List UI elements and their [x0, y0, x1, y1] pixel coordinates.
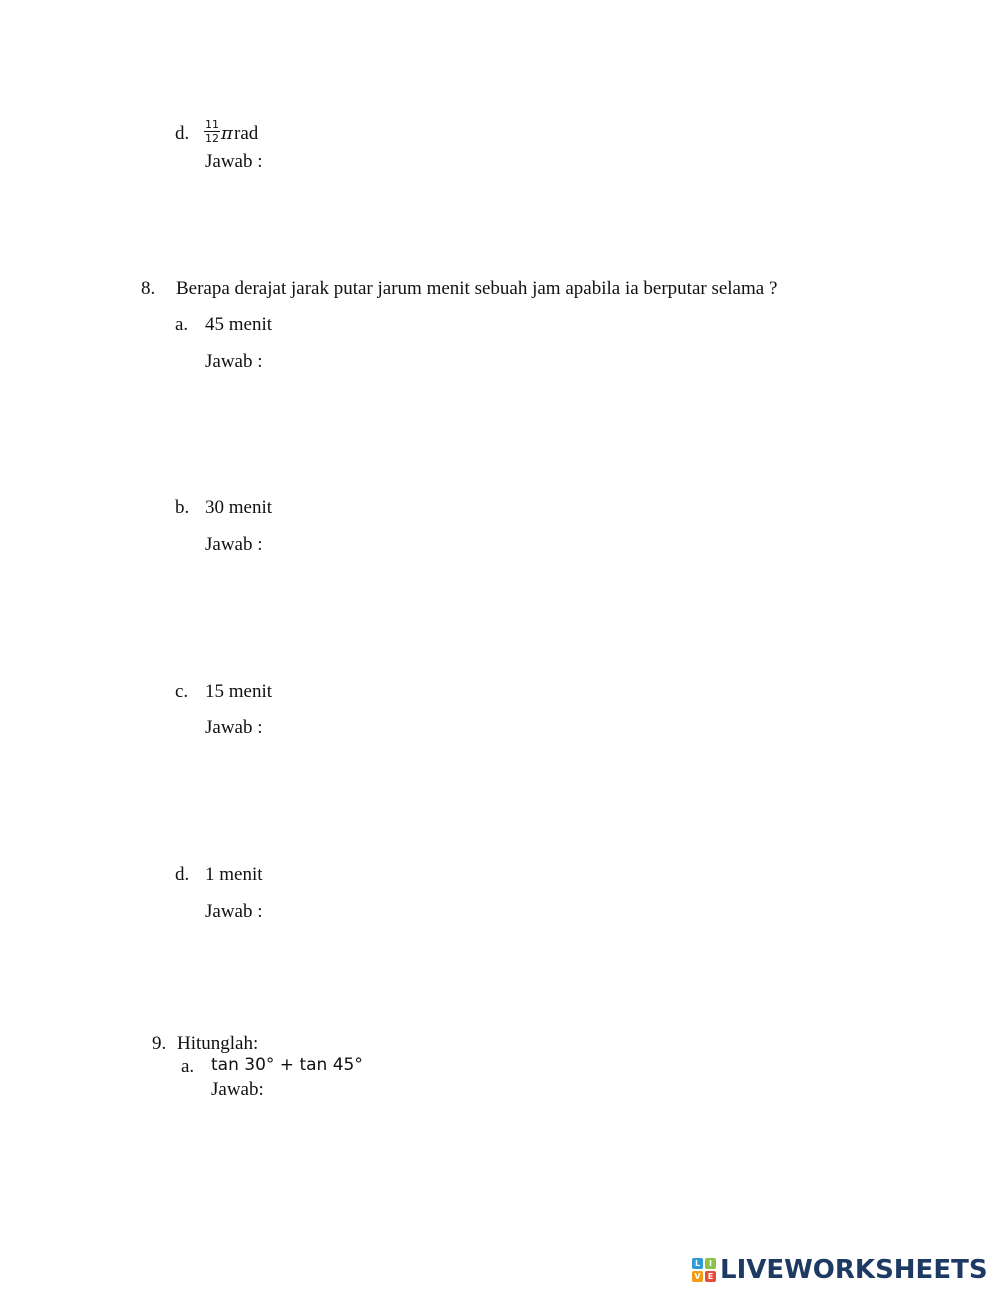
q8d-text: 1 menit	[205, 864, 263, 885]
logo-tile-i: I	[705, 1258, 716, 1269]
q8a-answer-label: Jawab :	[205, 351, 263, 372]
q9a-expression: tan 30° + tan 45°	[211, 1055, 363, 1075]
q8c-text: 15 menit	[205, 681, 273, 702]
q8-question-text: Berapa derajat jarak putar jarum menit sebuah jam apabila ia berputar selama ?	[176, 278, 778, 299]
q7d-label: d.	[175, 123, 190, 144]
fraction-numerator: 11	[205, 118, 219, 131]
q8c-answer-label: Jawab :	[205, 717, 263, 738]
q8c-label: c.	[175, 681, 189, 702]
q8b-text: 30 menit	[205, 497, 273, 518]
q8b-answer-label: Jawab :	[205, 534, 263, 555]
logo-tile-l: L	[692, 1258, 703, 1269]
logo-tile-v: V	[692, 1271, 703, 1282]
q7d-unit: rad	[234, 123, 259, 144]
q9-number: 9.	[152, 1033, 167, 1054]
logo-text: LIVEWORKSHEETS	[720, 1255, 988, 1285]
q9-question-text: Hitunglah:	[177, 1033, 259, 1054]
logo-tiles	[692, 1258, 716, 1282]
q8d-answer-label: Jawab :	[205, 901, 263, 922]
q8a-text: 45 menit	[205, 314, 273, 335]
fraction-denominator: 12	[205, 132, 219, 145]
q8a-label: a.	[175, 314, 189, 335]
q8b-label: b.	[175, 497, 190, 518]
q7d-answer-label: Jawab :	[205, 151, 263, 172]
q7d-pi: π	[221, 123, 233, 144]
q8-number: 8.	[141, 278, 156, 299]
liveworksheets-logo	[692, 1256, 988, 1284]
q9a-label: a.	[181, 1056, 195, 1077]
q8d-label: d.	[175, 864, 190, 885]
q9a-answer-label: Jawab:	[211, 1079, 264, 1100]
logo-tile-e: E	[705, 1271, 716, 1282]
q7d-fraction	[204, 119, 220, 144]
